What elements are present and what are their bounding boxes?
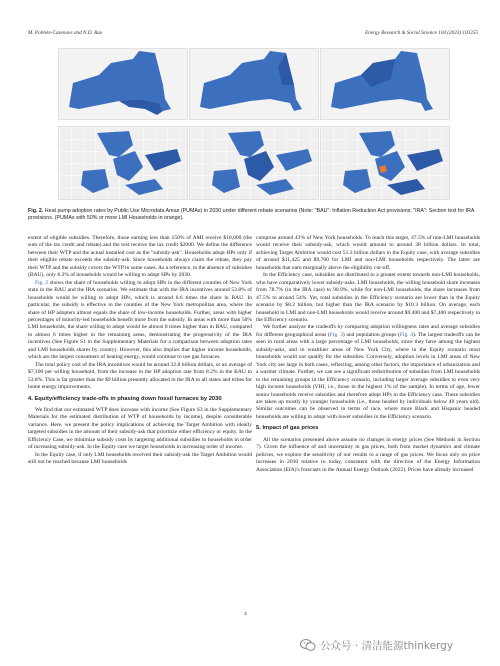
watermark [300,634,490,656]
nyc-map [190,127,318,199]
section-heading: 5. Impact of gas prices [256,425,319,432]
map-panel-bau-top [58,48,188,120]
nyc-map [59,127,187,199]
header-authors: M. Poblete-Cazenave and N.D. Rao [28,30,103,36]
paragraph: In the Equity case, if only LMI households received their subsidy-ask the Target Ambition would still not be reached because LMI households [28,451,252,466]
ny-state-map [190,49,318,119]
header-journal: Energy Research & Social Science 104 (2023) 103255 [365,30,478,36]
paragraph-text: ). Given the influence of and uncertainty in gas prices, both from market dynamics and climate policies, we explore the sensitivity of our results to a range of gas prices. We focus only on price increases in 2030 relative to today, consistent with the direction of the Energy Information Association (EIA)'s forecasts in the Annual Energy Outlook (2022). Prices have already increased [256,444,480,473]
paragraph [256,324,480,421]
paragraph [256,437,480,474]
paragraph-text: We further analyze the tradeoffs by comparing adoption willingness rates and average subsidies for different geographical areas ( [256,324,480,338]
figure-caption [28,208,478,222]
ny-state-map [59,49,187,119]
figure-ref-link[interactable]: Fig. 3 [329,331,343,338]
column-right [256,235,480,474]
nyc-panel-bau [58,126,188,200]
paragraph: comprise around 43% of New York households. To reach this target, 47.5% of non-LMI households would receive their subsidy-ask, which would amount to around 38 billion dollars. In total, achieving Target Ambition would cost 51.3 billion dollars in the Equity case, with average subsidies of around $11,425 and $9,700 for LMI and non-LMI households respectively. The latter are households that earn marginally above the eligibility cut-off. [256,235,480,271]
page-number: 4 [244,611,247,617]
paragraph-text: All the scenarios presented above assume no changes in energy prices (See Methods in Section [263,436,480,443]
watermark-text: 公众号 · 清洁能源thinkergy [320,639,454,652]
paragraph [28,280,252,362]
paragraph: extent of eligible subsidies. Therefore, those earning less than 150% of AMI receive $10,000 (the sum of the tax credit and rebate) and the rest receive the tax credit $2000. We define the difference between their WTP and the actual installed cost as the "subsidy-ask". Households adopt HPs only if their eligible rebate exceeds the subsidy-ask. Since households always claim the rebate, they pay their WTP and the subsidy covers the WTP in some cases. As a reference, in the absence of subsidies (BAU), only 8.2% of households would be willing to adopt HPs by 2030. [28,235,252,279]
caption-text: Heat pump adoption rates by Public Use Microdata Areas (PUMAs) in 2030 under different rebate scenarios (Note: "BAU": Inflation Reduction Act provisions; "IRA": Section text for IRA provisions. (PUMAs with 50% or more LMI Households in orange). [28,208,475,222]
section-heading: 4. Equity/efficiency trade-offs in phasing down fossil furnaces by 2030 [28,395,222,402]
nyc-panel-ira [189,126,319,200]
figure-ref-link[interactable]: Fig. 4 [399,331,414,338]
paragraph: The total policy cost of the IRA incentives would be around 32.8 billion dollars, or an average of $7,100 per willing household, from the increase in the HP adoption rate from 8.2% in the BAU to 53.8%. This is far greater than the $9 billion presently allocated in the IRA to all states and tribes for home energy improvements. [28,361,252,391]
paragraph-text: shows the share of households willing to adopt HPs in the different counties of New York state in the BAU and the IRA scenarios. We estimate that with the IRA incentives around 53.8% of households would be willing to adopt HPs, which is around 6.6 times the share in BAU. In particular, the subsidy is effective in the counties of the New York metropolitan area, where the share of HP adopters almost equals the share of low-income households. Further, areas with higher percentages of minority-led households benefit more from the subsidy. In areas with more than 50% LMI households, the share willing to adopt would be almost 8 times higher than in BAU, compared to almost 6 times higher in the remaining areas, demonstrating the progressivity of the IRA incentives (See Figure S1 in the Supplementary Materials for a comparison between adoption rates and LMI households shares by county). However, this also implies that higher income households, which are the largest consumers of heating energy, would continue to use gas furnaces. [28,279,252,361]
caption-label: Fig. 2. [28,208,44,214]
column-left [28,235,252,467]
figure-ref-link[interactable]: Fig. 2 [35,279,49,286]
map-panel-ira-top [189,48,319,120]
page-header [28,30,478,40]
paragraph: We find that our estimated WTP does increase with income (See Figure S3 in the Supplementary Materials for the estimated distribution of WTP of households by income), despite considerable variance. Here, we present the policy implications of achieving the Target Ambition with ideally targeted subsidies in the amount of their subsidy-ask that prioritize either efficiency or equity. In the Efficiency Case, we minimize subsidy costs by targeting additional subsidies to households in order of increasing subsidy-ask. In the Equity case we target households in increasing order of income. [28,406,252,451]
figure-maps [58,48,448,200]
nyc-panel-lmi [320,126,450,200]
paragraph: In the Efficiency case, subsidies are distributed to a greater extent towards non-LMI households, who have comparatively lower subsidy-asks. LMI households, the willing household share increases from 78.7% (in the IRA case) to 90.9%, while for non-LMI households, the share increases from 47.5% to around 54%. Yet, total subsidies in the Efficiency scenario are lower than in the Equity scenario by $8.2 billion, but higher than the IRA scenario by $10.3 billion. On average, each household in LMI and non-LMI households would receive around $9,400 and $7,400 respectively in the Efficiency scenario. [256,272,480,323]
ny-state-map [321,49,449,119]
paragraph-text: ). The largest tradeoffs can be seen in rural areas with a large percentage of LMI households, since they have among the highest subsidy-asks, and in wealthier areas of New York City, where in the Equity scenario most households would not qualify for the subsidies. Conversely, adoption levels in LMI areas of New York city are large in both cases, reflecting, among other factors, the importance of urbanization and a warmer climate. Further, we can see a significant redistribution of subsidies from LMI households to the remaining groups in the Efficiency scenario, including larger average subsidies to even very high income households (VHI, i.e., those in the highest 1% of the sample). In terms of age, fewer senior households receive subsidies and therefore adopt HPs in the Efficiency case. These subsidies are taken up mostly by younger households (i.e., those headed by individuals below 40 years old). Similar outcomes can be observed in terms of race, where more Black and Hispanic headed households are willing to adopt with lower subsidies in the Efficiency scenario. [256,331,481,420]
nyc-map [321,127,449,199]
paragraph-text: ) and population groups ( [342,331,400,338]
section-ref-link[interactable]: 7 [256,444,259,451]
map-panel-lmi-top [320,48,450,120]
wechat-icon [300,638,316,652]
